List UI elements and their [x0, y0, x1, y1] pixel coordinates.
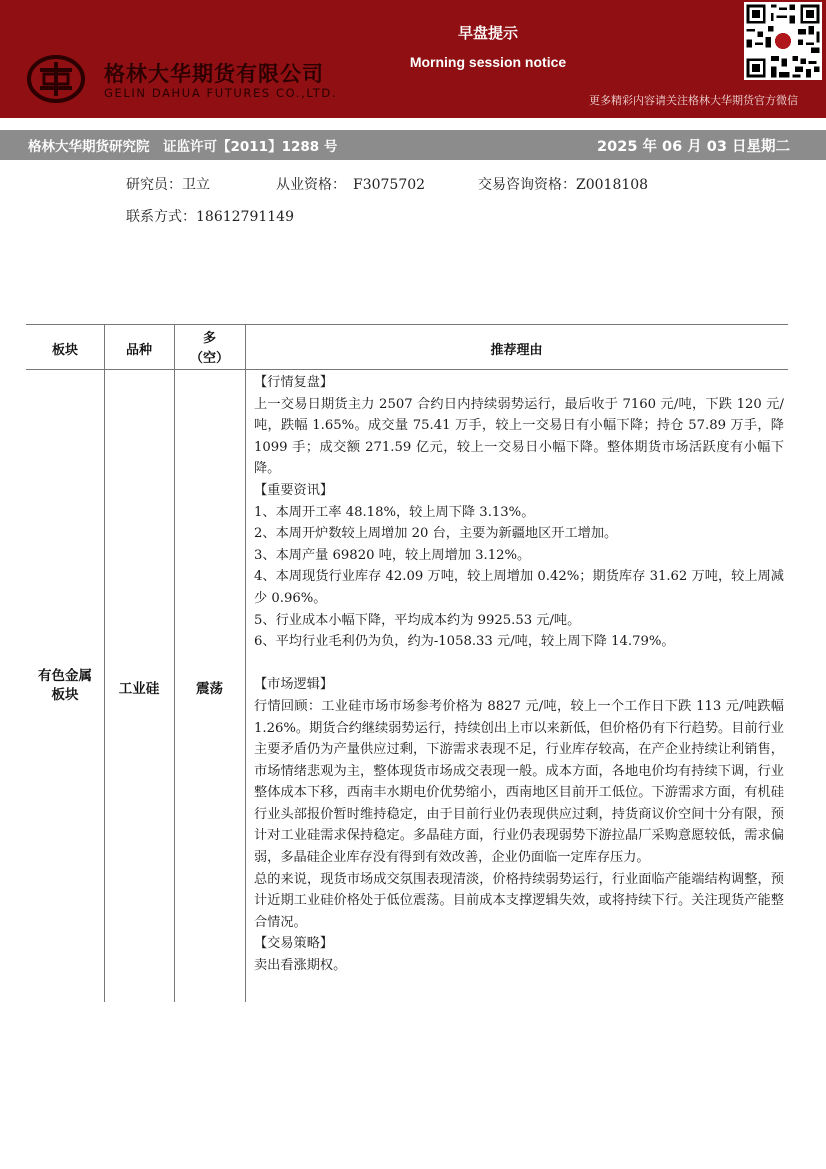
spacer [254, 653, 784, 675]
news-item: 4、本周现货行业库存 42.09 万吨，较上周增加 0.42%；期货库存 31.62 万吨，较上周减少 0.96%。 [254, 569, 784, 606]
report-date: 2025 年 06 月 03 日星期二 [597, 139, 790, 155]
researcher-qualification: 从业资格： F3075702 [276, 177, 426, 193]
header-direction-long: 多 [202, 331, 216, 346]
researcher-contact: 联系方式：18612791149 [126, 209, 294, 225]
paragraph-summary: 总的来说，现货市场成交氛围表现清淡，价格持续弱势运行，行业面临产能端结构调整，预计近期工业硅价格处于低位震荡。目前成本支撑逻辑失效，或将持续下行。关注现货产能整合情况。 [254, 871, 784, 930]
paragraph-review: 上一交易日期货主力 2507 合约日内持续弱势运行，最后收于 7160 元/吨，下跌 120 元/吨，跌幅 1.65%。成交量 75.41 万手，较上一交易日有小幅下降；持仓 57.89 万手，降 1099 手；成交额 271.59 亿元，较上一交易日小幅下降。整体期货市场活跃度有小幅下降。 [254, 396, 784, 477]
paragraph-logic: 行情回顾：工业硅市场市场参考价格为 8827 元/吨，较上一个工作日下跌 113 元/吨跌幅 1.26%。期货合约继续弱势运行，持续创出上市以来新低，但价格仍有下行趋势。目前行业主要矛盾仍为产量供应过剩，下游需求表现不足，行业库存较高，在产企业持续让利销售，市场情绪悲观为主，整体现货市场成交表现一般。成本方面，各地电价均有持续下调，行业整体成本下移，西南丰水期电价优势缩小，西南地区目前开工低位。下游需求方面，有机硅行业头部报价暂时维持稳定，由于目前行业仍表现供应过剩，持货商议价空间十分有限，预计对工业硅需求保持稳定。多晶硅方面，行业仍表现弱势下游拉晶厂采购意愿较低，需求偏弱，多晶硅企业库存没有得到有效改善，企业仍面临一定库存压力。 [254, 698, 784, 866]
section-heading-strategy: 【交易策略】 [254, 936, 334, 952]
wechat-qr-code-icon [744, 2, 822, 80]
header-variety: 品种 [125, 343, 152, 358]
report-title-cn: 早盘提示 [457, 24, 518, 42]
news-item: 2、本周开炉数较上周增加 20 台，主要为新疆地区开工增加。 [254, 526, 618, 542]
recommendation-reason [254, 372, 784, 977]
news-item: 3、本周产量 69820 吨，较上周增加 3.12%。 [254, 547, 531, 563]
cell-sector-line1: 有色金属 [38, 668, 92, 684]
paragraph-strategy: 卖出看涨期权。 [254, 958, 347, 974]
header-direction-short: （空） [189, 351, 229, 366]
cell-variety: 工业硅 [118, 681, 160, 697]
cell-sector [26, 667, 104, 705]
institute-license: 格林大华期货研究院 证监许可【2011】1288 号 [28, 139, 338, 155]
company-name-cn: 格林大华期货有限公司 [104, 62, 324, 86]
section-heading-news: 【重要资讯】 [254, 482, 334, 498]
header-reason: 推荐理由 [490, 343, 543, 358]
header-sector: 板块 [51, 343, 78, 358]
researcher-name: 研究员：卫立 [126, 177, 210, 193]
section-heading-review: 【行情复盘】 [254, 375, 334, 390]
wechat-follow-note: 更多精彩内容请关注格林大华期货官方微信 [589, 94, 798, 107]
company-logo-icon [26, 54, 86, 104]
news-item: 6、平均行业毛利仍为负，约为-1058.33 元/吨，较上周下降 14.79%。 [254, 634, 675, 650]
company-name-en: GELIN DAHUA FUTURES CO.,LTD. [104, 86, 338, 100]
news-item: 1、本周开工率 48.18%，较上周下降 3.13%。 [254, 504, 535, 520]
section-heading-logic: 【市场逻辑】 [254, 677, 334, 693]
cell-direction: 震荡 [196, 681, 223, 697]
researcher-consult-qualification: 交易咨询资格：Z0018108 [478, 177, 649, 193]
news-item: 5、行业成本小幅下降，平均成本约为 9925.53 元/吨。 [254, 612, 581, 628]
report-title-en: Morning session notice [409, 54, 567, 70]
cell-sector-line2: 板块 [51, 687, 79, 703]
